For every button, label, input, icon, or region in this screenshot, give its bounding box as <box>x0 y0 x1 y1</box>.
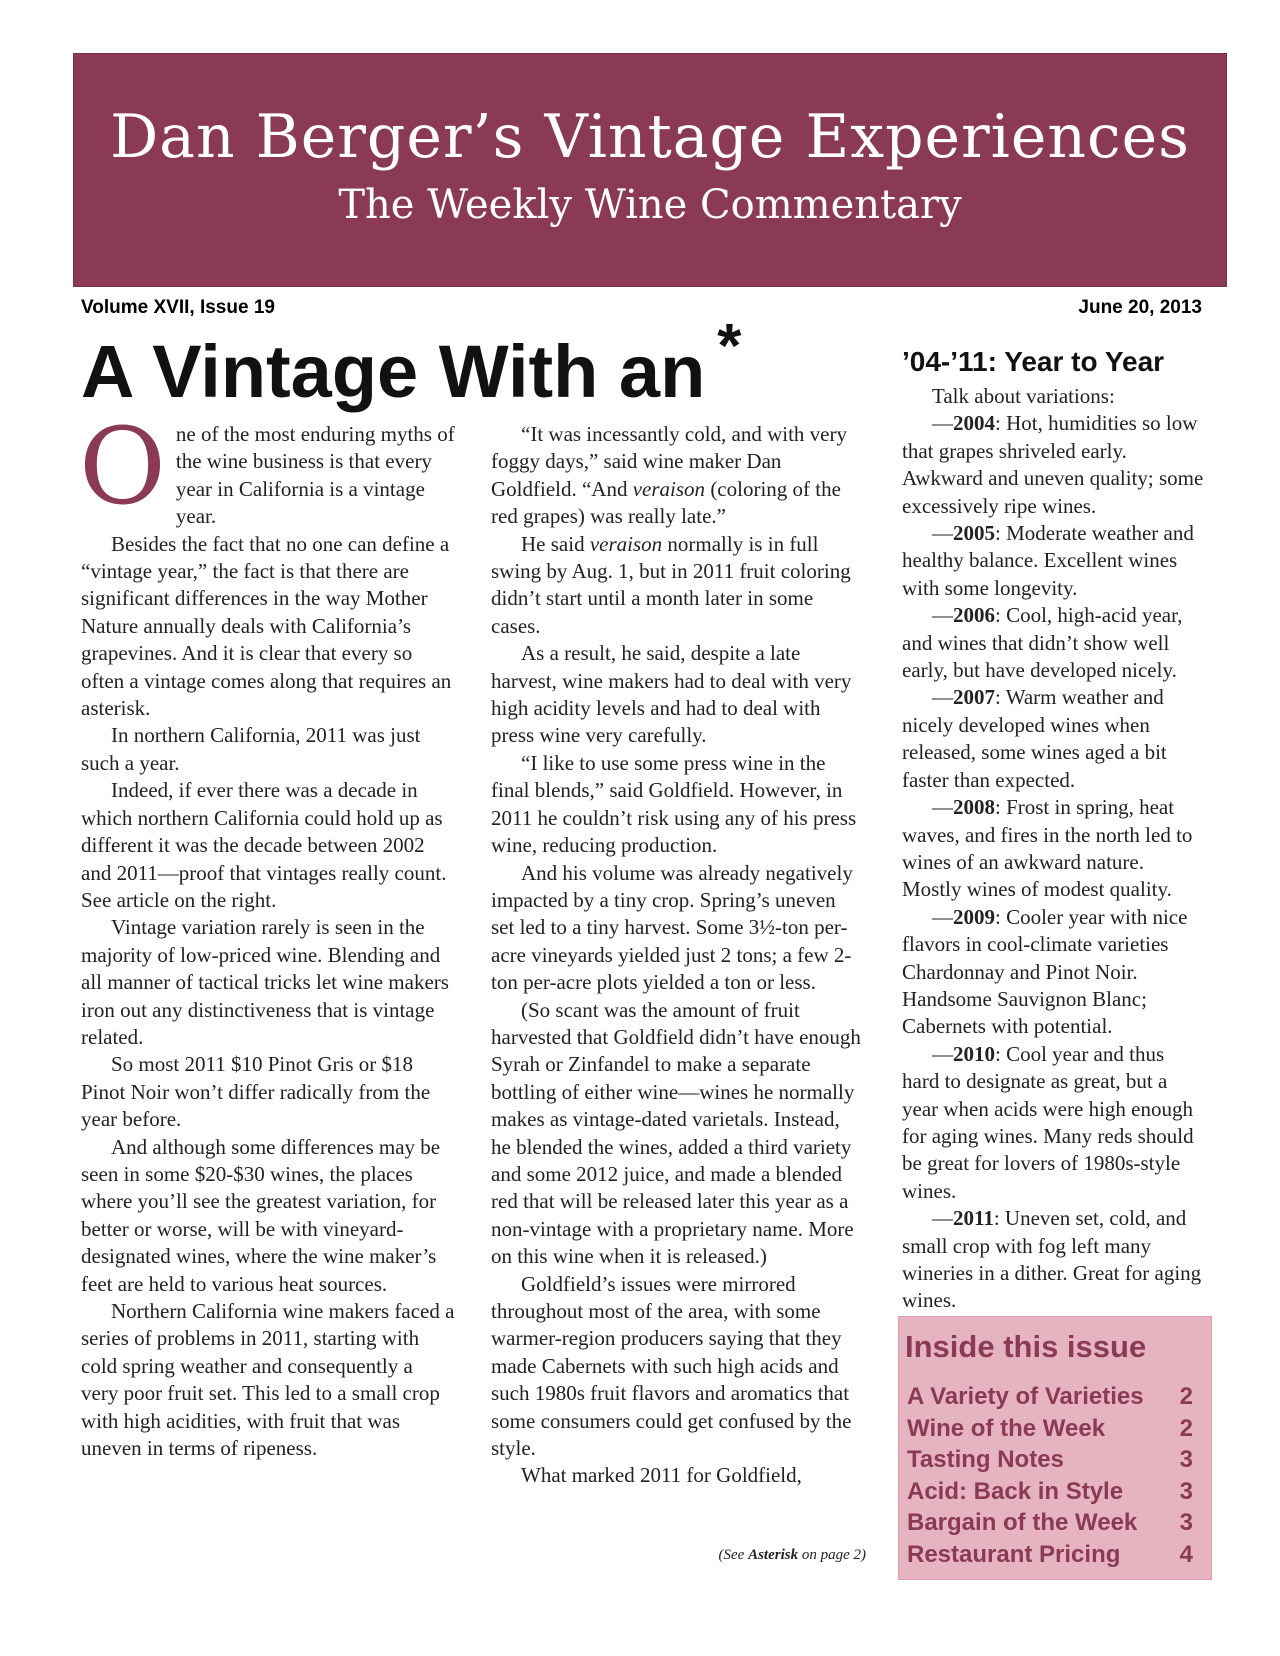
article-paragraph: As a result, he said, despite a late harvest, wine makers had to deal with very high acidity levels and had to deal with press wine very carefully. <box>491 641 852 748</box>
article-paragraph: Goldfield’s issues were mirrored throughout most of the area, with some warmer-region producers saying that they made Cabernets with such high acids and such 1980s fruit flavors and aromatics that some consumers could get confused by the style. <box>491 1271 852 1461</box>
article-paragraph: In northern California, 2011 was just such a year. <box>81 723 421 775</box>
inside-toc <box>907 1381 1211 1570</box>
toc-label: Tasting Notes <box>907 1446 1064 1473</box>
article-paragraph: (So scant was the amount of fruit harvested that Goldfield didn’t have enough Syrah or Zinfandel to make a separate bottling of either wine—wines he normally makes as vintage-dated varietals. Instead, he blended the wines, added a third variety and some 2012 juice, and made a blended red that will be released later this year as a non-vintage with a proprietary name. More on this wine when it is released.) <box>491 997 861 1269</box>
headline-asterisk: * <box>717 312 742 381</box>
toc-label: A Variety of Varieties <box>907 1383 1144 1410</box>
article-paragraph: “It was incessantly cold, and with very foggy days,” said wine maker Dan Goldfield. “And veraison (coloring of the red grapes) was really late.” <box>491 422 847 529</box>
year-entry-2008: —2008: Frost in spring, heat waves, and fires in the north led to wines of an awkward nature. Mostly wines of modest quality. <box>902 795 1193 902</box>
toc-label: Wine of the Week <box>907 1414 1106 1442</box>
toc-page: 3 <box>1179 1446 1193 1473</box>
toc-label: Restaurant Pricing <box>907 1540 1121 1568</box>
article-paragraph: So most 2011 $10 Pinot Gris or $18 Pinot Noir won’t differ radically from the year before. <box>81 1052 431 1132</box>
year-entry-2006: —2006: Cool, high-acid year, and wines that didn’t show well early, but have developed nicely. <box>902 603 1183 683</box>
article-paragraph: One of the most enduring myths of the wine business is that every year in California is a vintage year. <box>79 405 455 529</box>
article-paragraph: He said veraison normally is in full swing by Aug. 1, but in 2011 fruit coloring didn’t start until a month later in some cases. <box>491 531 851 638</box>
article-paragraph: And his volume was already negatively impacted by a tiny crop. Spring’s uneven set led to a tiny harvest. Some 3½-ton per-acre vineyards yielded just 2 tons; a few 2-ton per-acre plots yielded a ton or less. <box>491 860 853 995</box>
toc-label: Bargain of the Week <box>907 1509 1138 1536</box>
newsletter-title: Dan Berger’s Vintage Experiences <box>110 102 1190 172</box>
year-entry-2005: —2005: Moderate weather and healthy balance. Excellent wines with some longevity. <box>902 521 1194 600</box>
toc-item[interactable] <box>907 1381 1211 1413</box>
toc-page: 4 <box>1179 1540 1193 1568</box>
volume-issue: Volume XVII, Issue 19 <box>81 297 275 318</box>
article-column-1 <box>79 405 455 1462</box>
drop-cap: O <box>79 405 166 528</box>
newsletter-subtitle: The Weekly Wine Commentary <box>338 182 962 228</box>
toc-item[interactable] <box>907 1507 1211 1539</box>
toc-item[interactable] <box>907 1444 1211 1476</box>
toc-page: 2 <box>1179 1383 1193 1410</box>
article-headline <box>81 312 742 427</box>
masthead-banner <box>73 53 1227 287</box>
continuation-note: (See Asterisk on page 2) <box>718 1547 866 1563</box>
inside-this-issue-box <box>898 1316 1212 1580</box>
headline-text: A Vintage With an <box>81 330 706 413</box>
year-entry-2007: —2007: Warm weather and nicely developed wines when released, some wines aged a bit faster than expected. <box>902 685 1167 792</box>
toc-label: Acid: Back in Style <box>907 1477 1124 1505</box>
toc-page: 3 <box>1179 1477 1193 1505</box>
sidebar-title: ’04-’11: Year to Year <box>902 346 1165 377</box>
issue-date: June 20, 2013 <box>1078 297 1202 318</box>
article-paragraph: Vintage variation rarely is seen in the majority of low-priced wine. Blending and all manner of tactical tricks let wine makers iron out any distinctiveness that is vintage related. <box>81 915 449 1049</box>
sidebar-year-list <box>902 383 1204 1315</box>
toc-page: 3 <box>1179 1509 1193 1536</box>
toc-page: 2 <box>1179 1414 1193 1442</box>
toc-item[interactable] <box>907 1476 1211 1508</box>
article-paragraph: And although some differences may be seen in some $20-$30 wines, the places where you’ll see the greatest variation, for better or worse, will be with vineyard-designated wines, where the wine maker’s feet are held to various heat sources. <box>81 1134 441 1296</box>
inside-title: Inside this issue <box>905 1329 1147 1364</box>
year-entry-2009: —2009: Cooler year with nice flavors in cool-climate varieties Chardonnay and Pinot Noir. Handsome Sauvignon Blanc; Cabernets with potential. <box>902 904 1188 1039</box>
article-paragraph: Besides the fact that no one can define a “vintage year,” the fact is that there are significant differences in the way Mother Nature annually deals with California’s grapevines. And it is clear that every so often a vintage comes along that requires an asterisk. <box>81 531 452 721</box>
toc-item[interactable] <box>907 1539 1211 1571</box>
article-column-2 <box>491 421 861 1490</box>
article-paragraph: “I like to use some press wine in the final blends,” said Goldfield. However, in 2011 he couldn’t risk using any of his press wine, reducing production. <box>491 750 857 858</box>
article-paragraph: What marked 2011 for Goldfield, <box>521 1463 802 1488</box>
article-paragraph: Northern California wine makers faced a series of problems in 2011, starting with cold spring weather and consequently a very poor fruit set. This led to a small crop with high acidities, with fruit that was uneven in terms of ripeness. <box>81 1299 455 1461</box>
toc-item[interactable] <box>907 1413 1211 1445</box>
year-entry-2004: —2004: Hot, humidities so low that grapes shriveled early. Awkward and uneven quality; some excessively ripe wines. <box>902 411 1204 518</box>
year-entry-2010: —2010: Cool year and thus hard to designate as great, but a year when acids were high enough for aging wines. Many reds should be great for lovers of 1980s-style wines. <box>902 1041 1194 1203</box>
article-paragraph: Indeed, if ever there was a decade in which northern California could hold up as different it was the decade between 2002 and 2011—proof that vintages really count. See article on the right. <box>81 778 447 912</box>
sidebar-intro: Talk about variations: <box>932 384 1115 408</box>
year-entry-2011: —2011: Uneven set, cold, and small crop with fog left many wineries in a dither. Great for aging wines. <box>902 1206 1202 1313</box>
